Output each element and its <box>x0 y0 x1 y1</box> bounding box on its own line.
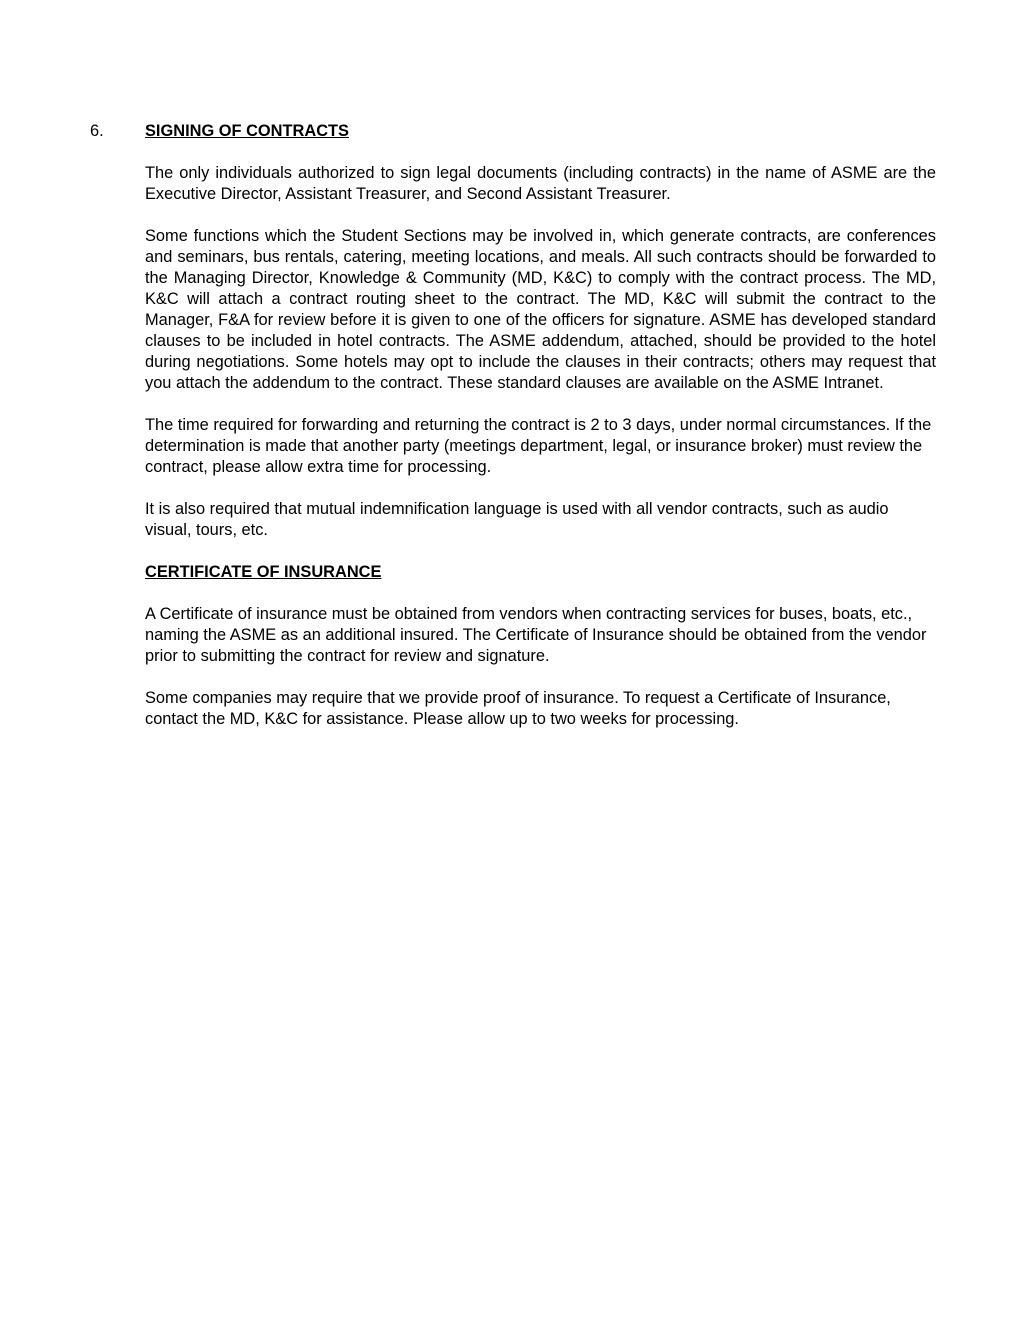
paragraph-indemnification: It is also required that mutual indemnification language is used with all vendor contracts, such as audio visual, tours, etc. <box>145 500 889 539</box>
paragraph-certificate-requirement: A Certificate of insurance must be obtained from vendors when contracting services for buses, boats, etc., naming the ASME as an additional insured. The Certificate of Insurance should be obtained from the vendor prior to submitting the contract for review and signature. <box>145 605 927 665</box>
section-number: 6. <box>90 122 104 140</box>
insurance-heading: CERTIFICATE OF INSURANCE <box>145 563 382 581</box>
section-content <box>145 121 936 730</box>
paragraph-signatories: The only individuals authorized to sign legal documents (including contracts) in the name of ASME are the Executive Director, Assistant Treasurer, and Second Assistant Treasurer. <box>145 164 936 203</box>
section-heading: SIGNING OF CONTRACTS <box>145 122 349 140</box>
paragraph-contract-process: Some functions which the Student Sections may be involved in, which generate contracts, are conferences and seminars, bus rentals, catering, meeting locations, and meals. All such contracts should be forwarded to the Managing Director, Knowledge & Community (MD, K&C) to comply with the contract process. The MD, K&C will attach a contract routing sheet to the contract. The MD, K&C will submit the contract to the Manager, F&A for review before it is given to one of the officers for signature. ASME has developed standard clauses to be included in hotel contracts. The ASME addendum, attached, should be provided to the hotel during negotiations. Some hotels may opt to include the clauses in their contracts; others may request that you attach the addendum to the contract. These standard clauses are available on the ASME Intranet. <box>145 227 936 392</box>
paragraph-processing-time: The time required for forwarding and returning the contract is 2 to 3 days, under normal circumstances. If the determination is made that another party (meetings department, legal, or insurance broker) must review the contract, please allow extra time for processing. <box>145 416 932 476</box>
paragraph-proof-of-insurance: Some companies may require that we provide proof of insurance. To request a Certificate of Insurance, contact the MD, K&C for assistance. Please allow up to two weeks for processing. <box>145 689 891 728</box>
